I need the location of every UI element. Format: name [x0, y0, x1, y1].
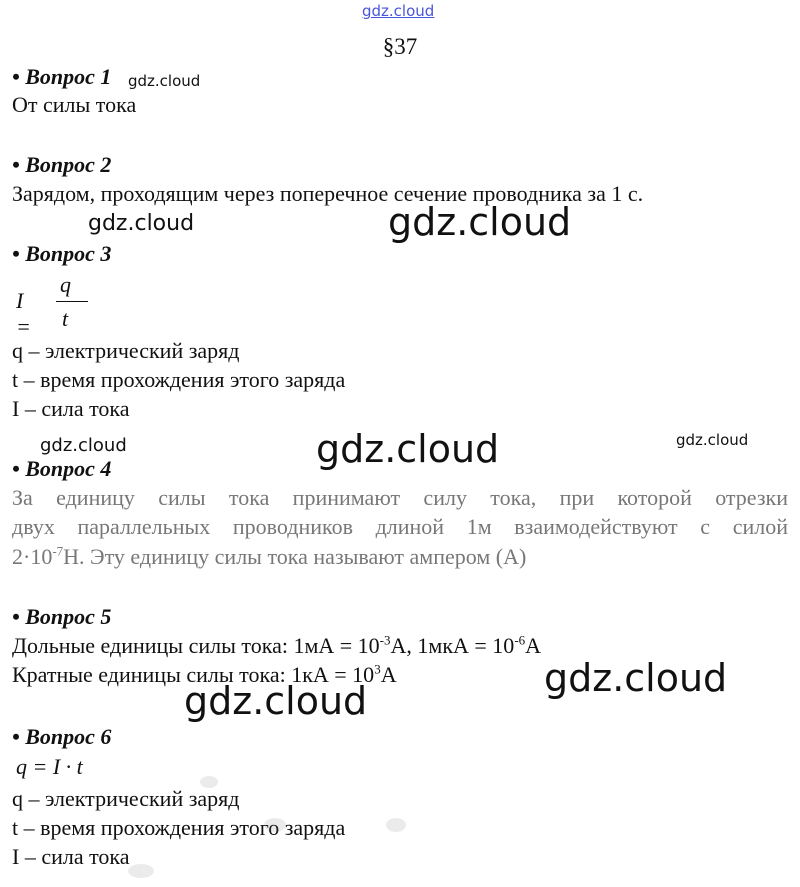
text-fragment: Н. Эту единицу силы тока называют ампером (А)	[63, 544, 527, 569]
watermark-large: gdz.cloud	[184, 679, 368, 723]
question-1-answer: От силы тока	[12, 92, 137, 117]
exponent: -6	[514, 632, 526, 648]
question-5-answer-line	[12, 633, 541, 659]
question-2-answer: Зарядом, проходящим через поперечное сечение проводника за 1 с.	[12, 181, 644, 206]
watermark-medium: gdz.cloud	[88, 211, 195, 236]
question-2-title: • Вопрос 2	[12, 152, 112, 177]
watermark-small: gdz.cloud	[128, 72, 201, 90]
scan-smudge	[264, 818, 286, 832]
section-header: §37	[382, 34, 418, 59]
text-fragment: 2·10	[12, 544, 53, 569]
scan-smudge	[200, 776, 218, 788]
scan-smudge	[128, 864, 154, 878]
charge-formula: q = I · t	[16, 754, 83, 779]
question-4-title: • Вопрос 4	[12, 456, 112, 481]
watermark-large: gdz.cloud	[544, 656, 728, 700]
question-4-answer-line: двух параллельных проводников длиной 1м взаимодействуют с силой	[12, 514, 788, 539]
question-5-answer-line	[12, 662, 397, 688]
text-fragment: А	[525, 633, 542, 658]
question-4-answer-line	[12, 544, 526, 570]
exponent: -7	[52, 543, 64, 559]
formula-lhs: I =	[16, 288, 31, 339]
exponent: -3	[379, 632, 391, 648]
text-fragment: А, 1мкА = 10	[390, 633, 515, 658]
text-fragment: А	[380, 662, 397, 687]
definition-line: q – электрический заряд	[12, 786, 240, 811]
watermark-top[interactable]: gdz.cloud	[362, 2, 435, 20]
fraction-bar	[56, 301, 88, 302]
text-fragment: Дольные единицы силы тока: 1мА = 10	[12, 633, 380, 658]
question-6-title: • Вопрос 6	[12, 724, 112, 749]
definition-line: I – сила тока	[12, 844, 130, 869]
question-3-title: • Вопрос 3	[12, 241, 112, 266]
question-1-title: • Вопрос 1	[12, 64, 112, 89]
question-4-answer-line: За единицу силы тока принимают силу тока, при которой отрезки	[12, 485, 788, 510]
watermark-small: gdz.cloud	[40, 435, 127, 456]
watermark-large: gdz.cloud	[316, 427, 500, 471]
scan-smudge	[386, 818, 406, 832]
formula-denominator: t	[62, 306, 69, 331]
question-5-title: • Вопрос 5	[12, 604, 112, 629]
formula-numerator: q	[60, 272, 71, 297]
definition-line: t – время прохождения этого заряда	[12, 367, 346, 392]
definition-line: I – сила тока	[12, 396, 130, 421]
watermark-large: gdz.cloud	[388, 200, 572, 244]
text-fragment: Кратные единицы силы тока: 1кА = 10	[12, 662, 375, 687]
watermark-small: gdz.cloud	[676, 431, 749, 449]
definition-line: q – электрический заряд	[12, 338, 240, 363]
exponent: 3	[374, 661, 381, 677]
definition-line: t – время прохождения этого заряда	[12, 815, 346, 840]
